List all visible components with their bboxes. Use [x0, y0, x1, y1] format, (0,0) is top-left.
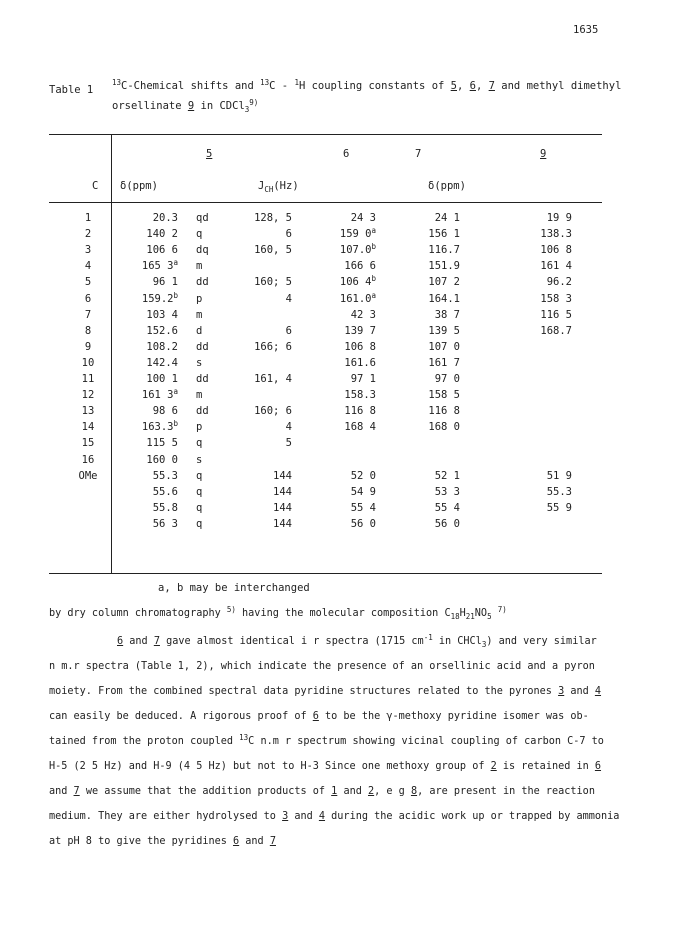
cell-shift-6: 107.0$^b$: [339, 242, 376, 257]
table-row: [0, 405, 677, 421]
table-row: [0, 454, 677, 470]
cell-shift-5: 140 2: [146, 228, 178, 241]
cell-shift-7: 55 4: [434, 501, 460, 514]
body-line-7: H-5 (2 5 Hz) and H-9 (4 5 Hz) but not to H-3 Since one methoxy group of 2 is retained in 6: [49, 761, 602, 772]
cell-shift-7: 38 7: [434, 308, 460, 321]
cell-shift-7: 107 0: [428, 340, 460, 353]
cell-multiplicity-5: m: [196, 260, 203, 273]
cell-multiplicity-5: p: [196, 421, 203, 434]
cell-shift-5: 55.3: [152, 469, 178, 482]
cell-carbon: 5: [84, 276, 92, 289]
cell-shift-5: 56 3: [152, 517, 178, 530]
table-row: [0, 502, 677, 518]
cell-shift-9: 161 4: [540, 260, 572, 273]
cell-coupling-5: 161, 4: [254, 373, 292, 385]
body-line-6: tained from the proton coupled $^{13}$C n.m r spectrum showing vicinal coupling of carbon C-7 to: [49, 733, 604, 747]
cell-shift-9: 106 8: [540, 244, 572, 257]
cell-carbon: OMe: [78, 469, 98, 482]
cell-shift-5: 106 6: [146, 244, 178, 257]
table-row: [0, 325, 677, 341]
cell-shift-7: 151.9: [428, 260, 460, 273]
table-row: [0, 228, 677, 244]
cell-shift-9: 96.2: [546, 276, 572, 289]
table-footnote: a, b may be interchanged: [158, 582, 310, 594]
cell-shift-5: 142.4: [146, 356, 178, 369]
cell-shift-5: 159.2$^b$: [141, 290, 178, 305]
cell-carbon: 10: [81, 356, 95, 369]
cell-shift-6: 24 3: [350, 212, 376, 224]
table-row: [0, 518, 677, 534]
cell-shift-9: 55 9: [546, 501, 572, 514]
cell-shift-5: 55.8: [152, 501, 178, 514]
table-top-rule: [49, 134, 602, 135]
header-compound-9: 9: [540, 148, 547, 160]
cell-multiplicity-5: m: [196, 389, 203, 402]
body-line-1: by dry column chromatography $^{5)}$ having the molecular composition $C_{18}H_{21}NO_5$ $^{7)}$: [49, 605, 507, 621]
cell-coupling-5: 144: [273, 517, 292, 530]
cell-carbon: 12: [81, 389, 95, 402]
cell-carbon: 6: [84, 292, 92, 305]
cell-shift-5: 115 5: [146, 437, 178, 450]
cell-shift-7: 52 1: [434, 469, 460, 482]
cell-shift-5: 100 1: [146, 373, 178, 385]
cell-shift-7: 139 5: [428, 324, 460, 337]
body-line-3: n m.r spectra (Table 1, 2), which indicate the presence of an orsellinic acid and a pyron: [49, 661, 595, 672]
cell-multiplicity-5: q: [196, 485, 203, 498]
cell-coupling-5: 144: [273, 501, 292, 514]
cell-coupling-5: 128, 5: [254, 212, 292, 224]
cell-coupling-5: 144: [273, 485, 292, 498]
cell-shift-7: 56 0: [434, 517, 460, 530]
cell-shift-5: 20.3: [152, 212, 178, 224]
header-compound-7: 7: [415, 148, 422, 160]
body-line-8: and 7 we assume that the addition products of 1 and 2, e g 8, are present in the reaction: [49, 786, 595, 797]
cell-shift-6: 52 0: [350, 469, 376, 482]
cell-shift-5: 165 3$^a$: [141, 258, 178, 273]
cell-multiplicity-5: dd: [196, 405, 209, 418]
cell-shift-7: 158 5: [428, 389, 460, 402]
cell-multiplicity-5: dd: [196, 340, 209, 353]
cell-shift-5: 163.3$^b$: [141, 419, 178, 434]
header-delta-ppm-2: δ(ppm): [428, 180, 466, 192]
cell-shift-6: 116 8: [344, 405, 376, 418]
cell-shift-5: 55.6: [152, 485, 178, 498]
cell-shift-7: 24 1: [434, 212, 460, 224]
cell-shift-9: 19 9: [546, 212, 572, 224]
table-row: [0, 244, 677, 260]
cell-carbon: 7: [84, 308, 92, 321]
cell-shift-5: 160 0: [146, 453, 178, 466]
cell-coupling-5: 166; 6: [254, 340, 292, 353]
cell-shift-7: 116.7: [428, 244, 460, 257]
cell-shift-5: 108.2: [146, 340, 178, 353]
cell-carbon: 2: [84, 228, 92, 241]
cell-multiplicity-5: q: [196, 501, 203, 514]
cell-coupling-5: 6: [285, 228, 292, 241]
cell-shift-9: 168.7: [540, 324, 572, 337]
cell-multiplicity-5: m: [196, 308, 203, 321]
cell-multiplicity-5: dd: [196, 276, 209, 289]
cell-shift-5: 161 3$^a$: [141, 387, 178, 402]
table-row: [0, 276, 677, 292]
cell-shift-6: 97 1: [350, 373, 376, 385]
cell-shift-5: 98 6: [152, 405, 178, 418]
page-number: 1635: [573, 24, 599, 36]
cell-shift-7: 161 7: [428, 356, 460, 369]
cell-shift-6: 54 9: [350, 485, 376, 498]
cell-shift-6: 166 6: [344, 260, 376, 273]
table-row: [0, 290, 677, 309]
table-row: [0, 260, 677, 276]
cell-shift-5: 152.6: [146, 324, 178, 337]
cell-multiplicity-5: s: [196, 453, 203, 466]
cell-coupling-5: 5: [285, 437, 292, 450]
table-bottom-rule: [49, 573, 602, 574]
cell-shift-9: 55.3: [546, 485, 572, 498]
cell-shift-7: 168 0: [428, 421, 460, 434]
table-row: [0, 389, 677, 405]
cell-carbon: 15: [81, 437, 95, 450]
cell-shift-6: 55 4: [350, 501, 376, 514]
cell-carbon: 4: [84, 260, 92, 273]
cell-carbon: 13: [81, 405, 95, 418]
cell-shift-9: 158 3: [540, 292, 572, 305]
cell-shift-6: 106 4$^b$: [339, 274, 376, 289]
header-jch: $J_{CH}(Hz)$: [258, 180, 299, 194]
cell-carbon: 3: [84, 244, 92, 257]
cell-shift-7: 53 3: [434, 485, 460, 498]
cell-multiplicity-5: dd: [196, 373, 209, 385]
table-row: [0, 437, 677, 453]
cell-shift-5: 96 1: [152, 276, 178, 289]
cell-shift-6: 42 3: [350, 308, 376, 321]
body-line-5: can easily be deduced. A rigorous proof of 6 to be the γ-methoxy pyridine isomer was ob-: [49, 711, 589, 722]
cell-coupling-5: 160, 5: [254, 244, 292, 257]
cell-shift-6: 106 8: [344, 340, 376, 353]
cell-carbon: 14: [81, 421, 95, 434]
header-compound-6: 6: [343, 148, 350, 160]
table-label: Table 1: [49, 84, 94, 96]
body-line-9: medium. They are either hydrolysed to 3 and 4 during the acidic work up or trapped by ammonia: [49, 811, 620, 822]
cell-shift-6: 158.3: [344, 389, 376, 402]
cell-shift-6: 161.0$^a$: [339, 290, 376, 305]
cell-shift-6: 161.6: [344, 356, 376, 369]
table-caption-line1: $^{13}$C-Chemical shifts and $^{13}$C - $^1$H coupling constants of 5, 6, 7 and methyl dimethyl: [112, 78, 622, 92]
table-row: [0, 309, 677, 325]
cell-shift-9: 51 9: [546, 469, 572, 482]
cell-coupling-5: 160; 5: [254, 276, 292, 289]
cell-multiplicity-5: s: [196, 356, 203, 369]
cell-shift-6: 159 0$^a$: [339, 226, 376, 241]
cell-multiplicity-5: q: [196, 228, 203, 241]
cell-multiplicity-5: qd: [196, 212, 209, 224]
cell-coupling-5: 4: [285, 292, 292, 305]
table-caption-line2: orsellinate 9 in CDCl$_3^{9)}$: [112, 98, 259, 114]
body-line-2: 6 and 7 gave almost identical i r spectra (1715 $cm^{-1}$ in CHCl$_3$) and very similar: [117, 633, 597, 649]
table-row: [0, 470, 677, 486]
cell-carbon: 16: [81, 453, 95, 466]
table-row: [0, 341, 677, 357]
cell-carbon: 8: [84, 324, 92, 337]
cell-multiplicity-5: p: [196, 292, 203, 305]
cell-shift-7: 164.1: [428, 292, 460, 305]
cell-multiplicity-5: q: [196, 437, 203, 450]
cell-shift-7: 116 8: [428, 405, 460, 418]
cell-shift-7: 97 0: [434, 373, 460, 385]
cell-carbon: 9: [84, 340, 92, 353]
cell-shift-7: 156 1: [428, 228, 460, 241]
cell-shift-5: 103 4: [146, 308, 178, 321]
cell-coupling-5: 4: [285, 421, 292, 434]
table-row: [0, 212, 677, 228]
header-carbon: C: [92, 180, 99, 192]
cell-shift-7: 107 2: [428, 276, 460, 289]
cell-multiplicity-5: dq: [196, 244, 209, 257]
body-line-4: moiety. From the combined spectral data pyridine structures related to the pyrones 3 and 4: [49, 686, 602, 697]
cell-shift-6: 168 4: [344, 421, 376, 434]
cell-shift-6: 139 7: [344, 324, 376, 337]
table-row: [0, 357, 677, 373]
cell-shift-6: 56 0: [350, 517, 376, 530]
header-compound-5: 5: [206, 148, 213, 160]
cell-coupling-5: 160; 6: [254, 405, 292, 418]
cell-multiplicity-5: q: [196, 469, 203, 482]
cell-coupling-5: 6: [285, 324, 292, 337]
cell-multiplicity-5: d: [196, 324, 203, 337]
cell-multiplicity-5: q: [196, 517, 203, 530]
cell-shift-9: 116 5: [540, 308, 572, 321]
cell-shift-9: 138.3: [540, 228, 572, 241]
table-row: [0, 486, 677, 502]
cell-carbon: 1: [84, 212, 92, 224]
body-line-10: at pH 8 to give the pyridines 6 and 7: [49, 836, 276, 847]
table-row: [0, 421, 677, 437]
cell-carbon: 11: [81, 373, 95, 385]
header-delta-ppm: δ(ppm): [120, 180, 158, 192]
table-row: [0, 373, 677, 389]
table-header-rule: [49, 202, 602, 203]
cell-coupling-5: 144: [273, 469, 292, 482]
